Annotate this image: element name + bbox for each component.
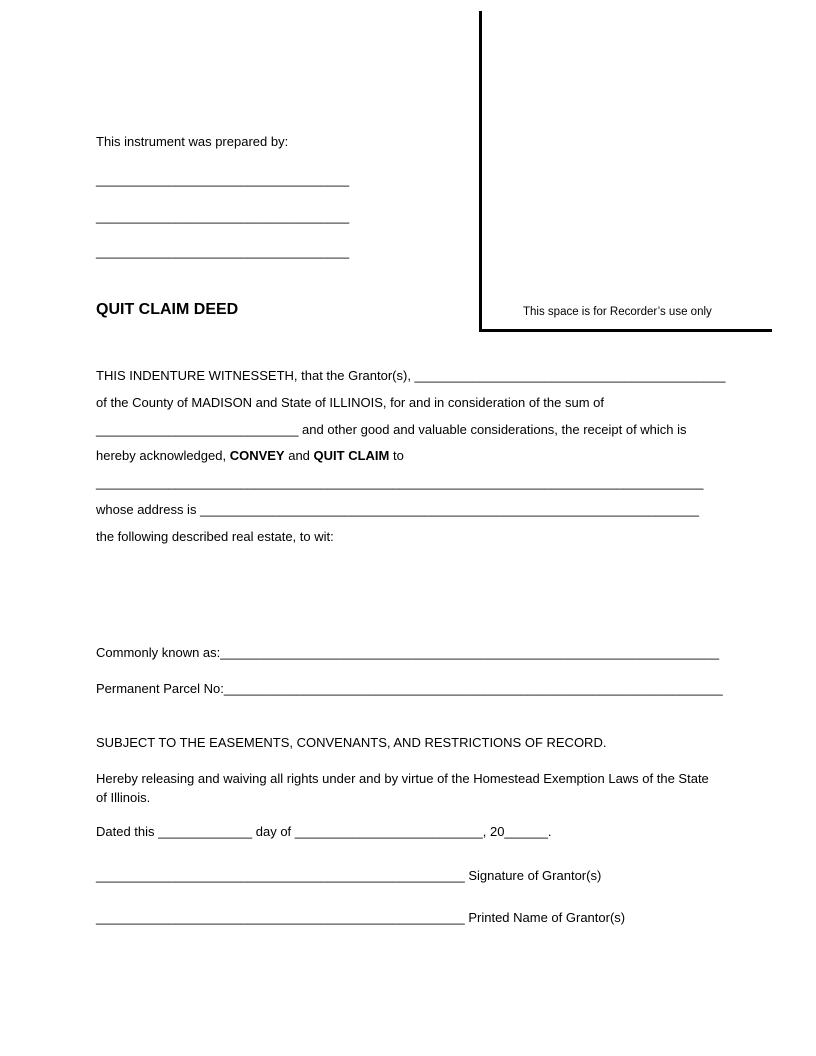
convey-line-and: and [284,448,314,463]
parcel-number-line[interactable]: Permanent Parcel No:_____________________________________________________________________ [96,681,723,696]
commonly-known-line[interactable]: Commonly known as:_____________________________________________________________________ [96,645,720,660]
convey-line-pre: hereby acknowledged, [96,448,230,463]
recorder-box-vertical-border [479,11,482,332]
prepared-by-line-1[interactable]: ___________________________________ [96,172,350,187]
homestead-clause: Hereby releasing and waiving all rights under and by virtue of the Homestead Exemption Laws of the State of Illinois. [96,771,709,805]
dated-line[interactable]: Dated this _____________ day of __________________________, 20______. [96,824,552,839]
consideration-line[interactable]: ____________________________ and other good and valuable considerations, the receipt of which is [96,422,687,437]
address-line[interactable]: whose address is _____________________________________________________________________ [96,502,699,517]
grantee-line[interactable]: ____________________________________________________________________________________ [96,475,704,490]
printed-name-line[interactable]: ___________________________________________________ Printed Name of Grantor(s) [96,910,626,925]
quit-claim-keyword: QUIT CLAIM [313,448,390,463]
prepared-by-line-2[interactable]: ___________________________________ [96,209,350,224]
convey-line-post: to [389,448,404,463]
recorder-use-note: This space is for Recorder’s use only [523,306,712,318]
prepared-by-line-3[interactable]: ___________________________________ [96,244,350,259]
subject-to-clause: SUBJECT TO THE EASEMENTS, CONVENANTS, AND RESTRICTIONS OF RECORD. [96,735,607,750]
real-estate-intro: the following described real estate, to wit: [96,529,334,544]
prepared-by-label: This instrument was prepared by: [96,134,289,149]
convey-line [96,448,404,464]
document-title: QUIT CLAIM DEED [96,301,239,318]
convey-keyword: CONVEY [229,448,285,463]
county-line: of the County of MADISON and State of ILLINOIS, for and in consideration of the sum of [96,395,604,410]
signature-line[interactable]: ___________________________________________________ Signature of Grantor(s) [96,868,602,883]
grantor-line[interactable]: THIS INDENTURE WITNESSETH, that the Grantor(s), ___________________________________________ [96,368,726,383]
recorder-box-bottom-border [479,329,772,332]
